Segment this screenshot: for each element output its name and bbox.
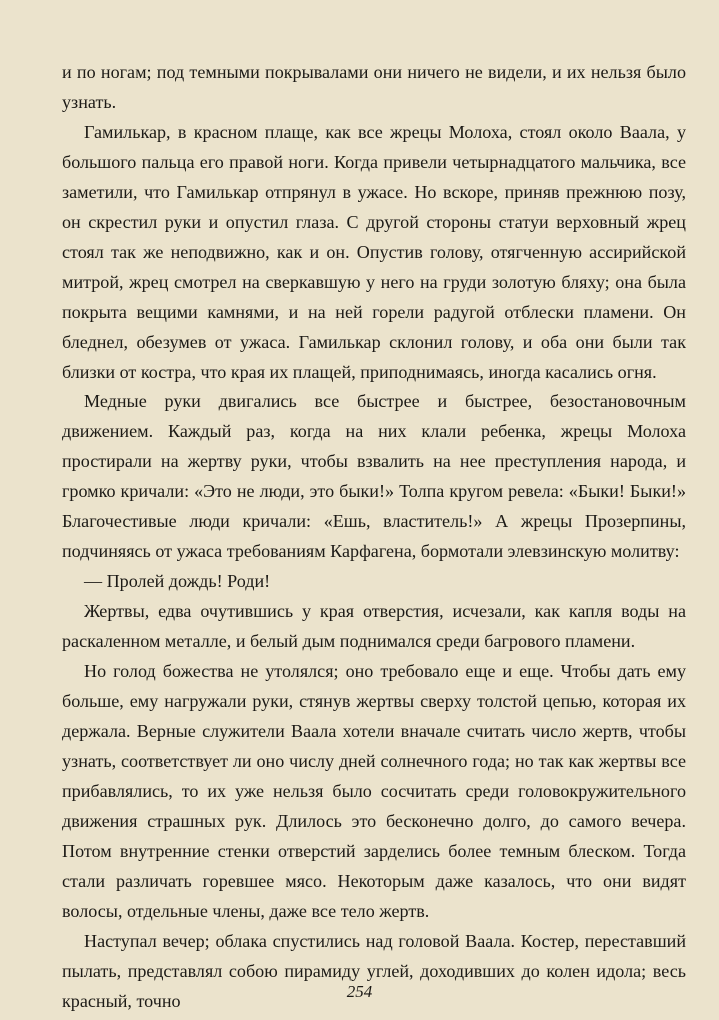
body-text	[62, 58, 686, 1017]
paragraph: Но голод божества не утолялся; оно требовало еще и еще. Чтобы дать ему больше, ему нагружали руки, стянув жертвы сверху толстой цепью, которая их держала. Верные служители Ваала хотели вначале считать число жертв, чтобы узнать, соответствует ли оно числу дней солнечного года; но так как жертвы все прибавлялись, то их уже нельзя было сосчитать среди головокружительного движения страшных рук. Длилось это бесконечно долго, до самого вечера. Потом внутренние стенки отверстий зарделись более темным блеском. Тогда стали различать горевшее мясо. Некоторым даже казалось, что они видят волосы, отдельные члены, даже все тело жертв.	[62, 661, 686, 921]
paragraph: Гамилькар, в красном плаще, как все жрецы Молоха, стоял около Ваала, у большого пальца его правой ноги. Когда привели четырнадцатого мальчика, все заметили, что Гамилькар отпрянул в ужасе. Но вскоре, приняв прежнюю позу, он скрестил руки и опустил глаза. С другой стороны статуи верховный жрец стоял так же неподвижно, как и он. Опустив голову, отягченную ассирийской митрой, жрец смотрел на сверкавшую у него на груди золотую бляху; она была покрыта вещими камнями, и на ней горели радугой отблески пламени. Он бледнел, обезумев от ужаса. Гамилькар склонил голову, и оба они были так близки от костра, что края их плащей, приподнимаясь, иногда касались огня.	[62, 121, 686, 382]
dialogue-line: — Пролей дождь! Роди!	[84, 571, 271, 592]
paragraph: Жертвы, едва очутившись у края отверстия, исчезали, как капля воды на раскаленном металле, и белый дым поднимался среди багрового пламени.	[62, 601, 686, 652]
paragraph: Медные руки двигались все быстрее и быстрее, безостановочным движением. Каждый раз, когда на них клали ребенка, жрецы Молоха простирали на жертву руки, чтобы взвалить на нее преступления народа, и громко кричали: «Это не люди, это быки!» Толпа кругом ревела: «Быки! Быки!» Благочестивые люди кричали: «Ешь, властитель!» А жрецы Прозерпины, подчиняясь от ужаса требованиям Карфагена, бормотали элевзинскую молитву:	[62, 391, 686, 562]
paragraph: и по ногам; под темными покрывалами они ничего не видели, и их нельзя было узнать.	[62, 62, 686, 112]
paragraph: Наступал вечер; облака спустились над головой Ваала. Костер, переставший пылать, представлял собою пирамиду углей, доходивших до колен идола; весь красный, точно	[62, 930, 686, 1011]
page-number: 254	[346, 982, 373, 1001]
